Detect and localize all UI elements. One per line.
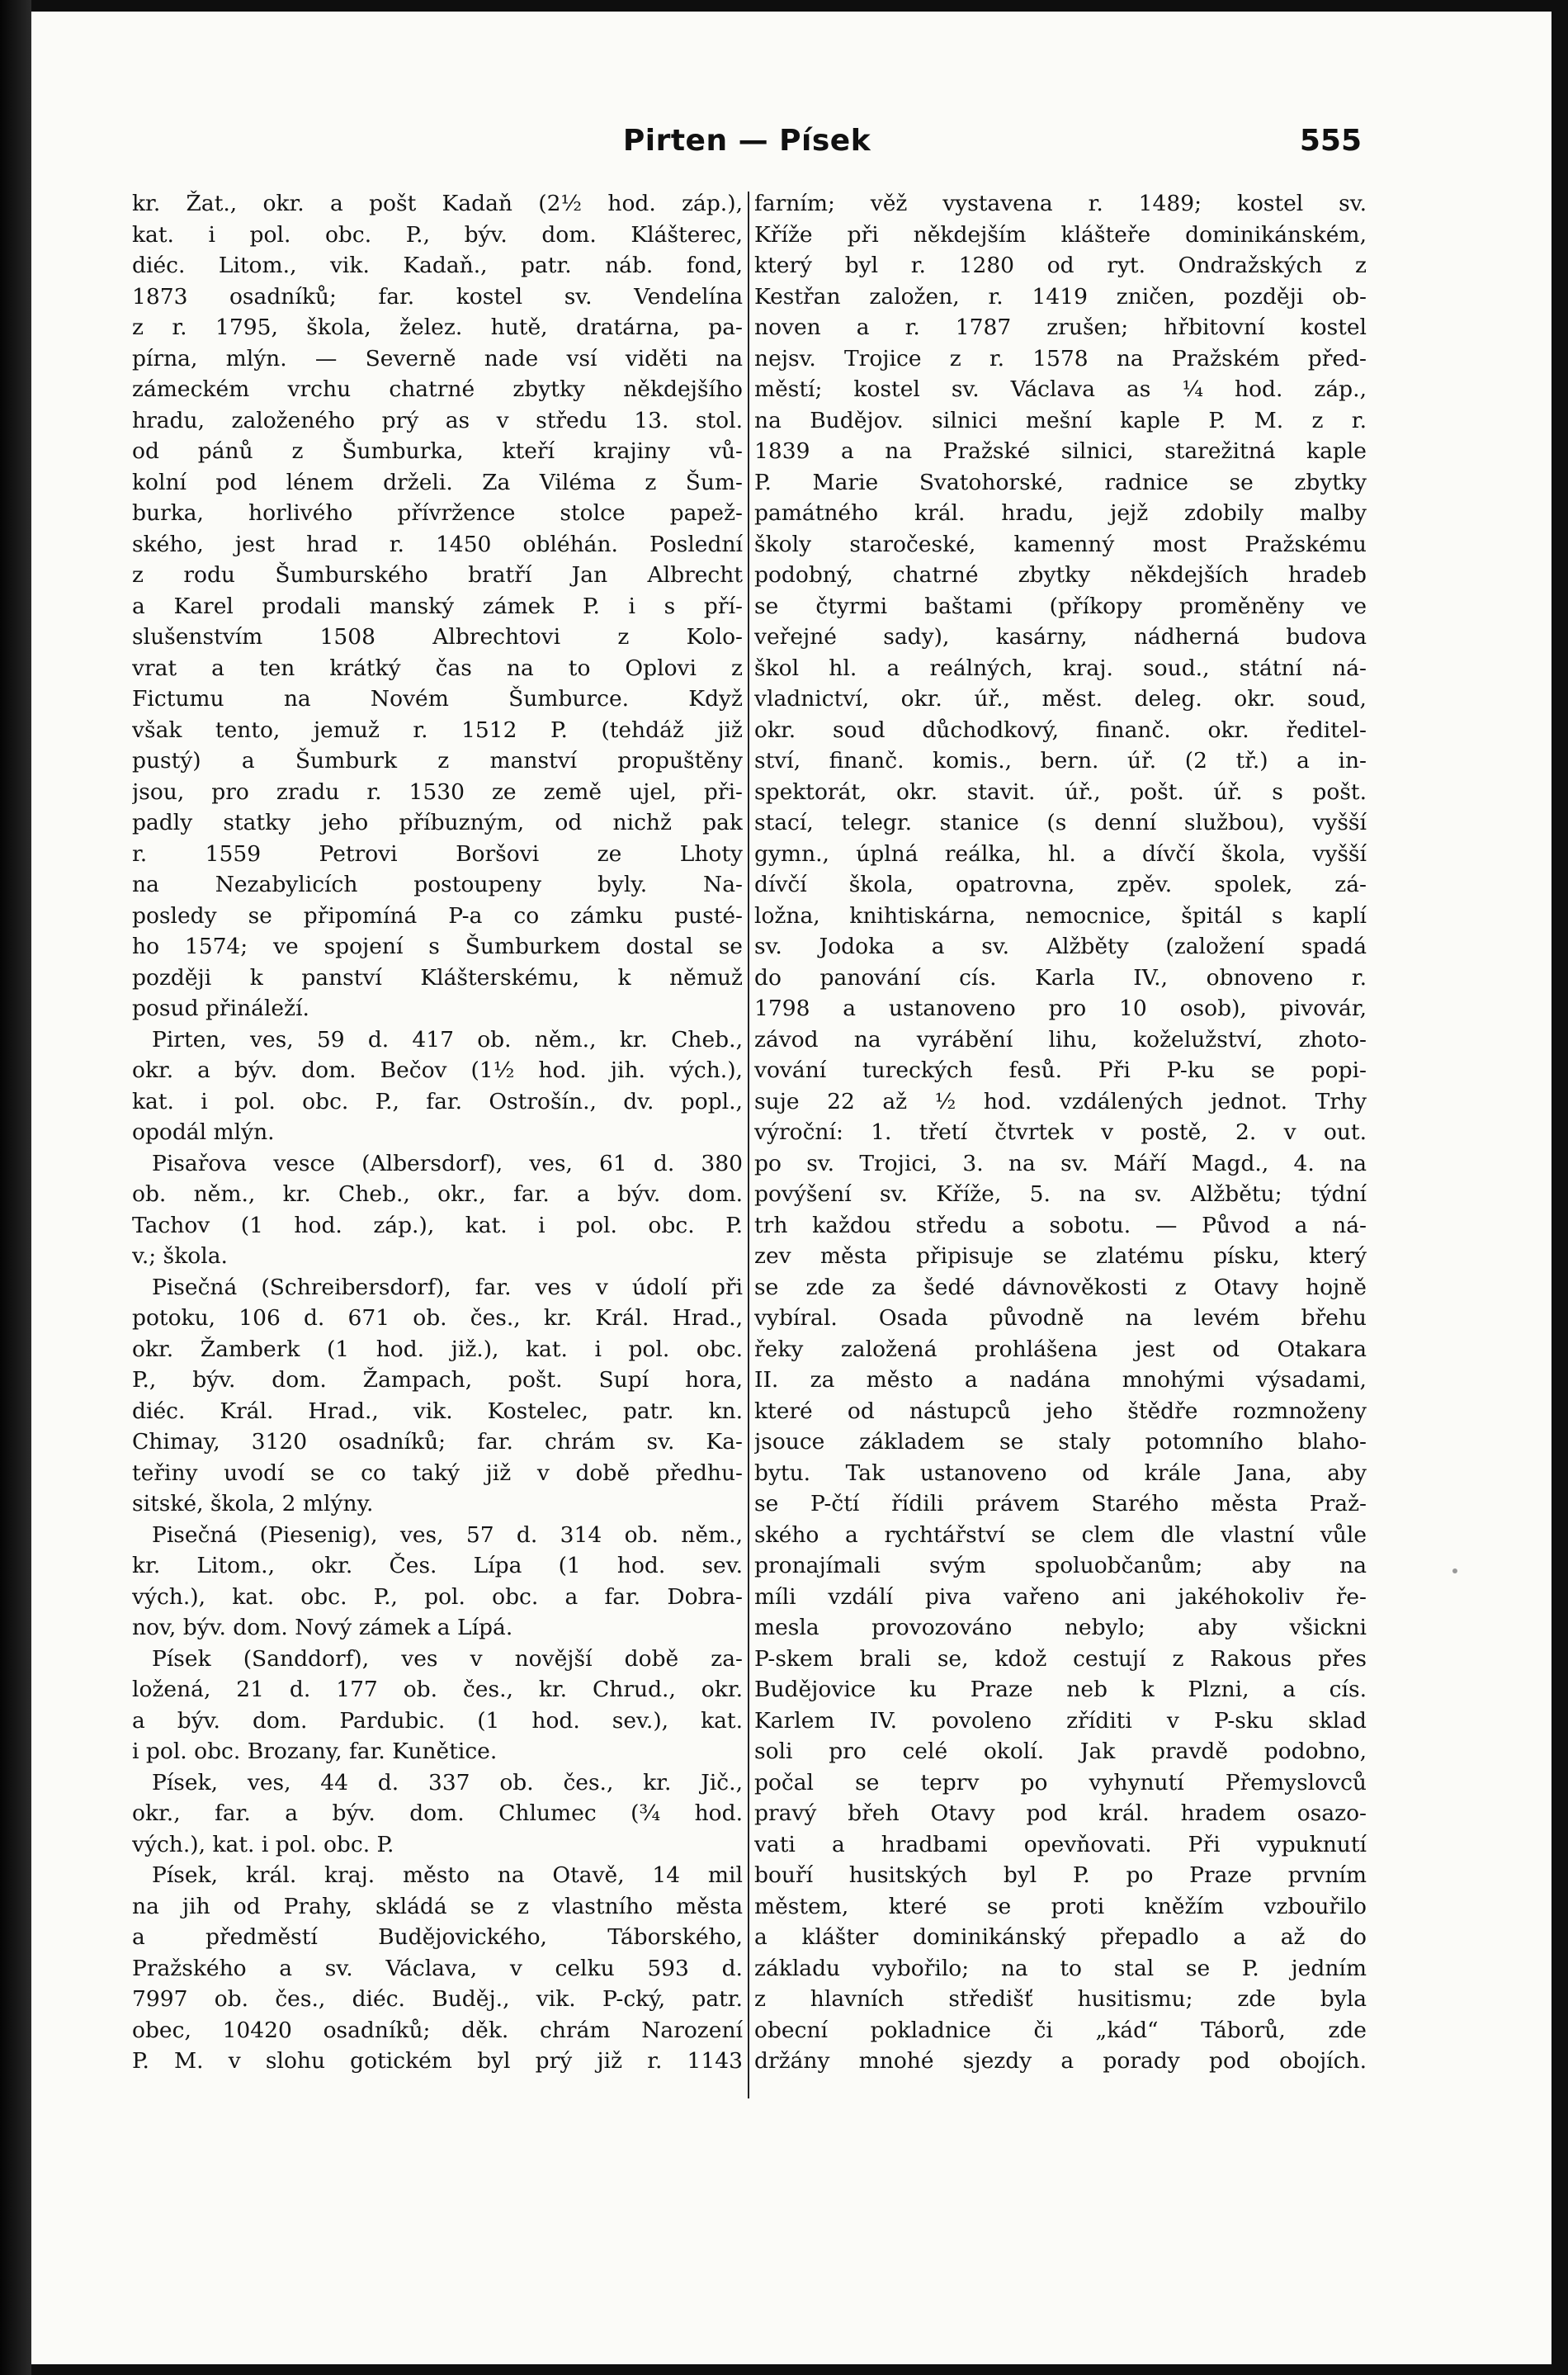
column-divider xyxy=(748,192,749,2098)
text-line: kat. i pol. obc. P., býv. dom. Klášterec, xyxy=(132,221,743,248)
text-line: trh každou středu a sobotu. — Původ a ná- xyxy=(754,1212,1367,1238)
text-line: po sv. Trojici, 3. na sv. Máří Magd., 4. na xyxy=(754,1150,1367,1176)
text-line: pronajímali svým spoluobčanům; aby na xyxy=(754,1553,1367,1578)
text-line: mesla provozováno nebylo; aby všickni xyxy=(754,1615,1367,1640)
text-line: míli vzdálí piva vařeno ani jakéhokoliv ře- xyxy=(754,1583,1367,1610)
text-line: Písek, král. kraj. město na Otavě, 14 mil xyxy=(152,1862,743,1888)
text-line: obecní pokladnice či „kád“ Táborů, zde xyxy=(754,2017,1367,2043)
text-line: Pirten, ves, 59 d. 417 ob. něm., kr. Cheb., xyxy=(152,1026,743,1053)
text-line: vých.), kat. obc. P., pol. obc. a far. Dobra- xyxy=(132,1583,743,1610)
text-line: pírna, mlýn. — Severně nade vsí viděti na xyxy=(132,345,743,371)
text-line: vování tureckých fesů. Při P-ku se popi- xyxy=(754,1057,1367,1083)
text-line: nejsv. Trojice z r. 1578 na Pražském před- xyxy=(754,345,1367,371)
text-line: do panování cís. Karla IV., obnoveno r. xyxy=(754,964,1367,991)
text-line: noven a r. 1787 zrušen; hřbitovní kostel xyxy=(754,315,1367,340)
text-line: Pražského a sv. Václava, v celku 593 d. xyxy=(132,1955,743,1981)
running-header xyxy=(132,124,1362,165)
text-line: jsouce základem se staly potomního blaho- xyxy=(754,1429,1367,1455)
text-line: ství, finanč. komis., bern. úř. (2 tř.) a in- xyxy=(754,748,1367,774)
text-line: z rodu Šumburského bratří Jan Albrecht xyxy=(132,562,743,588)
text-line: okr. Žamberk (1 hod. již.), kat. i pol. obc. xyxy=(132,1336,743,1362)
text-line: suje 22 až ½ hod. vzdálených jednot. Trhy xyxy=(754,1088,1367,1114)
text-line: hradu, založeného prý as v středu 13. stol. xyxy=(132,407,743,433)
text-line: od pánů z Šumburka, kteří krajiny vů- xyxy=(132,438,743,464)
text-line: držány mnohé sjezdy a porady pod obojích. xyxy=(754,2048,1367,2074)
text-line: P. M. v slohu gotickém byl prý již r. 1143 xyxy=(132,2048,743,2074)
text-line: se P-čtí řídili právem Starého města Praž- xyxy=(754,1491,1367,1516)
text-line: soli pro celé okolí. Jak pravdě podobno, xyxy=(754,1739,1367,1764)
text-line: farním; věž vystavena r. 1489; kostel sv. xyxy=(754,191,1367,216)
text-line: burka, horlivého přívržence stolce papež- xyxy=(132,500,743,526)
text-line: ložna, knihtiskárna, nemocnice, špitál s kaplí xyxy=(754,902,1367,929)
text-line: Tachov (1 hod. záp.), kat. i pol. obc. P. xyxy=(132,1212,743,1238)
text-line: které od nástupců jeho štědře rozmnoženy xyxy=(754,1398,1367,1424)
text-line: r. 1559 Petrovi Boršovi ze Lhoty xyxy=(132,840,743,867)
text-line: počal se teprv po vyhynutí Přemyslovců xyxy=(754,1769,1367,1795)
text-line: pustý) a Šumburk z manství propuštěny xyxy=(132,748,743,774)
text-line: škol hl. a reálných, kraj. soud., státní ná- xyxy=(754,655,1367,681)
text-line: Kestřan založen, r. 1419 zničen, později ob- xyxy=(754,283,1367,310)
text-line: Budějovice ku Praze neb k Plzni, a cís. xyxy=(754,1677,1367,1702)
text-line: Fictumu na Novém Šumburce. Když xyxy=(132,686,743,712)
text-line: ob. něm., kr. Cheb., okr., far. a býv. dom. xyxy=(132,1181,743,1207)
text-line: na jih od Prahy, skládá se z vlastního města xyxy=(132,1893,743,1919)
text-line: vladnictví, okr. úř., měst. deleg. okr. soud, xyxy=(754,686,1367,712)
text-line: diéc. Litom., vik. Kadaň., patr. náb. fond, xyxy=(132,253,743,278)
text-line: v.; škola. xyxy=(132,1243,228,1269)
text-line: městí; kostel sv. Václava as ¼ hod. záp., xyxy=(754,376,1367,402)
text-line: obec, 10420 osadníků; děk. chrám Narození xyxy=(132,2017,743,2043)
text-line: 1873 osadníků; far. kostel sv. Vendelína xyxy=(132,283,743,310)
text-line: kolní pod lénem drželi. Za Viléma z Šum- xyxy=(132,469,743,495)
text-line: diéc. Král. Hrad., vik. Kostelec, patr. kn. xyxy=(132,1398,743,1424)
text-line: gymn., úplná reálka, hl. a dívčí škola, vyšší xyxy=(754,840,1367,867)
text-line: padly statky jeho příbuzným, od nichž pak xyxy=(132,810,743,835)
text-line: dívčí škola, opatrovna, zpěv. spolek, zá- xyxy=(754,872,1367,897)
text-line: teřiny uvodí se co taký již v době předhu- xyxy=(132,1460,743,1486)
text-line: kat. i pol. obc. P., far. Ostrošín., dv. popl., xyxy=(132,1088,743,1114)
text-line: kr. Litom., okr. Čes. Lípa (1 hod. sev. xyxy=(132,1553,743,1578)
text-line: veřejné sady), kasárny, nádherná budova xyxy=(754,624,1367,650)
text-line: se zde za šedé dávnověkosti z Otavy hojně xyxy=(754,1274,1367,1300)
text-line: 1839 a na Pražské silnici, starežitná kaple xyxy=(754,438,1367,464)
text-line: sv. Jodoka a sv. Alžběty (založení spadá xyxy=(754,934,1367,959)
text-line: stací, telegr. stanice (s denní službou), vyšší xyxy=(754,810,1367,835)
book-spine-shadow xyxy=(0,0,31,2375)
text-line: na Nezabylicích postoupeny byly. Na- xyxy=(132,872,743,897)
text-line: okr., far. a býv. dom. Chlumec (¾ hod. xyxy=(132,1800,743,1826)
text-line: na Budějov. silnici mešní kaple P. M. z r. xyxy=(754,407,1367,433)
text-line: 7997 ob. čes., diéc. Buděj., vik. P-cký, patr. xyxy=(132,1986,743,2012)
text-line: a předměstí Budějovického, Táborského, xyxy=(132,1924,743,1950)
text-line: Pisečná (Schreibersdorf), far. ves v údolí při xyxy=(152,1274,743,1300)
text-line: ho 1574; ve spojení s Šumburkem dostal se xyxy=(132,934,743,959)
page-number: 555 xyxy=(1299,124,1362,158)
text-line: 1798 a ustanoveno pro 10 osob), pivovár, xyxy=(754,996,1367,1021)
text-line: vrat a ten krátký čas na to Oplovi z xyxy=(132,655,743,681)
text-line: P. Marie Svatohorské, radnice se zbytky xyxy=(754,469,1367,495)
text-line: se čtyrmi baštami (příkopy proměněny ve xyxy=(754,593,1367,619)
text-line: zev města připisuje se zlatému písku, který xyxy=(754,1243,1367,1269)
text-line: opodál mlýn. xyxy=(132,1119,275,1145)
text-line: ložená, 21 d. 177 ob. čes., kr. Chrud., okr. xyxy=(132,1677,743,1702)
text-line: ského a rychtářství se clem dle vlastní vůle xyxy=(754,1521,1367,1548)
text-line: Pisečná (Piesenig), ves, 57 d. 314 ob. něm., xyxy=(152,1521,743,1548)
text-line: Kříže při někdejším klášteře dominikánském, xyxy=(754,221,1367,248)
text-line: školy staročeské, kamenný most Pražskému xyxy=(754,531,1367,557)
text-line: bouří husitských byl P. po Praze prvním xyxy=(754,1862,1367,1888)
text-line: zámeckém vrchu chatrné zbytky někdejšího xyxy=(132,376,743,402)
text-line: okr. soud důchodkový, finanč. okr. ředitel- xyxy=(754,717,1367,743)
text-line: výroční: 1. třetí čtvrtek v postě, 2. v out. xyxy=(754,1119,1367,1145)
text-line: ského, jest hrad r. 1450 obléhán. Poslední xyxy=(132,531,743,557)
running-title: Pirten — Písek xyxy=(622,124,871,158)
text-line: i pol. obc. Brozany, far. Kunětice. xyxy=(132,1739,498,1764)
text-line: pravý břeh Otavy pod král. hradem osazo- xyxy=(754,1800,1367,1826)
text-line: spektorát, okr. stavit. úř., pošt. úř. s pošt. xyxy=(754,778,1367,805)
left-column xyxy=(132,188,743,2077)
text-line: později k panství Klášterskému, k němuž xyxy=(132,964,743,991)
text-line: závod na vyrábění lihu, koželužství, zhoto- xyxy=(754,1026,1367,1053)
text-line: z hlavních středišť husitismu; zde byla xyxy=(754,1986,1367,2012)
text-line: Písek (Sanddorf), ves v novější době za- xyxy=(152,1645,743,1672)
text-line: Pisařova vesce (Albersdorf), ves, 61 d. 380 xyxy=(152,1150,743,1176)
text-line: a Karel prodali manský zámek P. i s pří- xyxy=(132,593,743,619)
text-line: městem, které se proti kněžím vzbouřilo xyxy=(754,1893,1367,1919)
text-line: jsou, pro zradu r. 1530 ze země ujel, při- xyxy=(132,778,743,805)
text-line: však tento, jemuž r. 1512 P. (tehdáž již xyxy=(132,717,743,743)
text-line: povýšení sv. Kříže, 5. na sv. Alžbětu; týdní xyxy=(754,1181,1367,1207)
text-line: vých.), kat. i pol. obc. P. xyxy=(132,1831,394,1857)
text-line: Písek, ves, 44 d. 337 ob. čes., kr. Jič., xyxy=(152,1769,743,1795)
text-line: nov, býv. dom. Nový zámek a Lípá. xyxy=(132,1615,513,1640)
text-line: Karlem IV. povoleno zříditi v P-sku sklad xyxy=(754,1707,1367,1734)
text-line: z r. 1795, škola, želez. hutě, dratárna, pa- xyxy=(132,315,743,340)
text-line: podobný, chatrné zbytky někdejších hradeb xyxy=(754,562,1367,588)
text-line: potoku, 106 d. 671 ob. čes., kr. Král. Hrad., xyxy=(132,1305,743,1331)
text-line: Chimay, 3120 osadníků; far. chrám sv. Ka- xyxy=(132,1429,743,1455)
text-line: který byl r. 1280 od ryt. Ondražských z xyxy=(754,253,1367,278)
text-line: sitské, škola, 2 mlýny. xyxy=(132,1491,374,1516)
text-line: II. za město a nadána mnohými výsadami, xyxy=(754,1367,1367,1393)
text-line: památného král. hradu, jejž zdobily malby xyxy=(754,500,1367,526)
text-line: P-skem brali se, kdož cestují z Rakous přes xyxy=(754,1645,1367,1672)
text-line: základu vybořilo; na to stal se P. jedním xyxy=(754,1955,1367,1981)
text-line: slušenstvím 1508 Albrechtovi z Kolo- xyxy=(132,624,743,650)
text-line: posud přináleží. xyxy=(132,996,309,1021)
page-speck xyxy=(1452,1568,1457,1573)
text-line: řeky založená prohlášena jest od Otakara xyxy=(754,1336,1367,1362)
text-line: vati a hradbami opevňovati. Při vypuknutí xyxy=(754,1831,1367,1857)
text-line: a býv. dom. Pardubic. (1 hod. sev.), kat. xyxy=(132,1707,743,1734)
text-line: bytu. Tak ustanoveno od krále Jana, aby xyxy=(754,1460,1367,1486)
text-line: vybíral. Osada původně na levém břehu xyxy=(754,1305,1367,1331)
text-line: posledy se připomíná P-a co zámku pusté- xyxy=(132,902,743,929)
text-line: a klášter dominikánský přepadlo a až do xyxy=(754,1924,1367,1950)
text-line: P., býv. dom. Žampach, pošt. Supí hora, xyxy=(132,1367,743,1393)
text-line: okr. a býv. dom. Bečov (1½ hod. jih. vých.), xyxy=(132,1057,743,1083)
text-line: kr. Žat., okr. a pošt Kadaň (2½ hod. záp.), xyxy=(132,191,743,216)
right-column xyxy=(754,188,1367,2077)
